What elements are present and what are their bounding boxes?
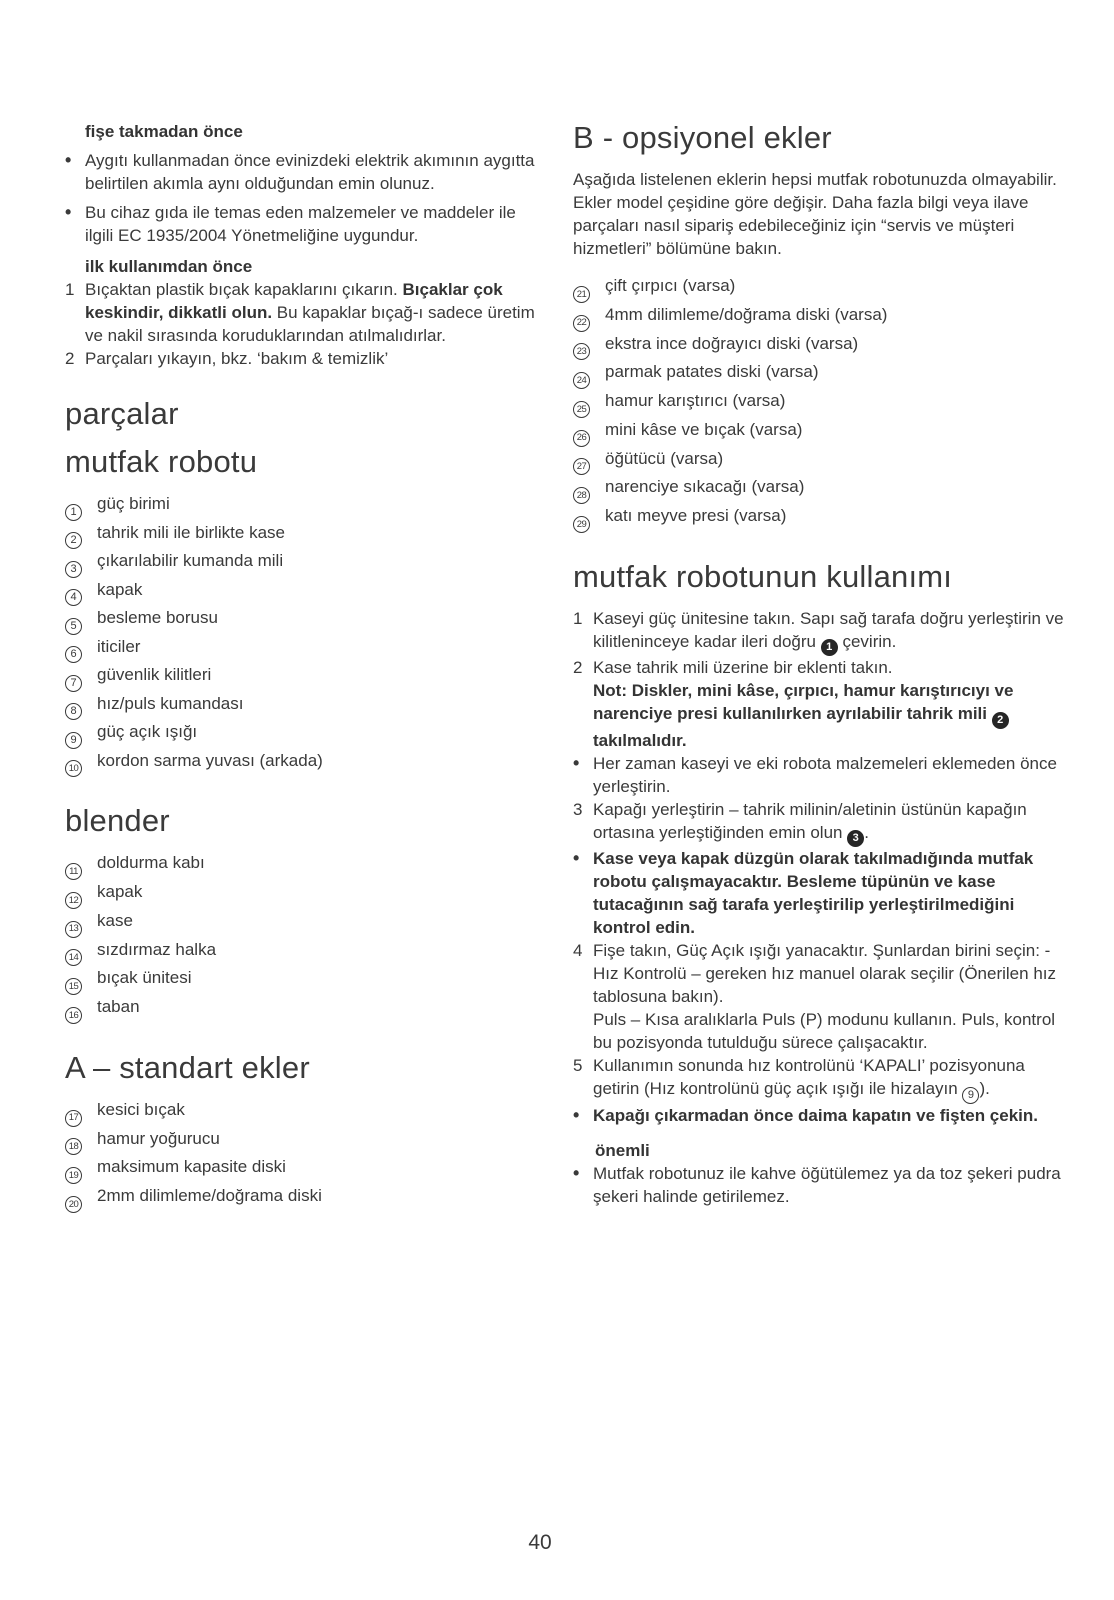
usage-note	[573, 847, 1065, 939]
section-heading-parts: parçalar	[65, 396, 179, 431]
part-item-text: çıkarılabilir kumanda mili	[97, 551, 284, 570]
part-item-text: doldurma kabı	[97, 853, 205, 873]
part-item	[573, 447, 1065, 476]
number-marker: 2	[573, 658, 583, 678]
circled-number: 17	[65, 1098, 97, 1127]
part-item-text: bıçak ünitesi	[97, 968, 192, 988]
inline-circled-number: 9	[962, 1087, 979, 1104]
part-item-text: 4mm dilimleme/doğrama diski (varsa)	[605, 304, 888, 324]
part-item-text: besleme borusu	[97, 608, 218, 627]
circled-number: 29	[573, 504, 605, 533]
part-item	[65, 1098, 541, 1127]
optional-intro-paragraph: Aşağıda listelenen eklerin hepsi mutfak robotunuzda olmayabilir. Ekler model çeşidine göre değişir. Daha fazla bilgi veya ilave parçaları nasıl sipariş edebileceğiniz için “servis ve müşteri hizmetleri” bölümüne bakın.	[573, 170, 1057, 258]
list-item-text: Parçaları yıkayın, bkz. ‘bakım & temizlik’	[85, 349, 389, 368]
circled-number: 19	[65, 1155, 97, 1184]
usage-step	[573, 656, 1065, 752]
part-item-text: maksimum kapasite diski	[97, 1157, 286, 1177]
list-item-text: Aygıtı kullanmadan önce evinizdeki elektrik akımının aygıtta belirtilen akımla aynı olduğundan emin olunuz.	[85, 151, 535, 193]
inline-filled-circled-number: 1	[821, 639, 838, 656]
circled-number: 10	[65, 749, 97, 778]
bullet-marker: •	[573, 1162, 580, 1183]
usage-step	[573, 1054, 1065, 1104]
circled-number: 16	[65, 995, 97, 1024]
part-item	[65, 1184, 541, 1213]
part-item	[65, 1127, 541, 1156]
number-marker: 5	[573, 1056, 583, 1076]
part-item-text: güç açık ışığı	[97, 722, 198, 741]
part-item	[573, 303, 1065, 332]
number-marker: 4	[573, 941, 583, 961]
section-heading-processor: mutfak robotu	[65, 444, 258, 479]
numbered-item	[65, 347, 541, 370]
part-item	[65, 606, 541, 635]
section-heading-optional-attachments: B - opsiyonel ekler	[573, 120, 832, 155]
part-item	[65, 521, 541, 550]
part-item	[65, 549, 541, 578]
section-heading-standard-attachments: A – standart ekler	[65, 1049, 310, 1085]
bullet-marker: •	[573, 848, 580, 869]
part-item	[573, 389, 1065, 418]
step-text: Kaseyi güç ünitesine takın. Sapı sağ tarafa doğru yerleştirin ve kilitleninceye kadar ileri doğru 1 çevirin.	[593, 607, 1065, 657]
part-item	[65, 578, 541, 607]
circled-number: 21	[573, 274, 605, 303]
circled-number: 13	[65, 909, 97, 938]
part-item	[65, 1155, 541, 1184]
note-text: Her zaman kaseyi ve eki robota malzemeleri eklemeden önce yerleştirin.	[593, 753, 1057, 796]
part-item-text: 2mm dilimleme/doğrama diski	[97, 1186, 322, 1205]
part-item-text: öğütücü (varsa)	[605, 448, 724, 468]
part-item	[573, 274, 1065, 303]
circled-number: 15	[65, 966, 97, 995]
number-marker: 1	[573, 608, 583, 628]
part-item-text: tahrik mili ile birlikte kase	[97, 522, 285, 542]
part-item-text: taban	[97, 997, 140, 1016]
page-number: 40	[528, 1531, 552, 1554]
part-item	[573, 504, 1065, 533]
bullet-marker: •	[65, 202, 72, 222]
part-item	[65, 880, 541, 909]
circled-number: 18	[65, 1127, 97, 1156]
circled-number: 1	[65, 492, 97, 521]
part-item-text: ekstra ince doğrayıcı diski (varsa)	[605, 333, 859, 353]
part-item	[65, 995, 541, 1024]
inline-filled-circled-number: 3	[847, 830, 864, 847]
step-text: Kase tahrik mili üzerine bir eklenti takın. Not: Diskler, mini kâse, çırpıcı, hamur karıştırıcıyı ve narenciye presi kullanılırken ayrılabilir tahrik mili 2 takılmalıdır.	[593, 658, 1014, 750]
part-item-text: sızdırmaz halka	[97, 939, 217, 959]
important-item	[573, 1162, 1065, 1208]
circled-number: 28	[573, 475, 605, 504]
subheading-first-use: ilk kullanımdan önce	[85, 257, 253, 276]
list-item	[65, 201, 541, 247]
list-item	[65, 149, 541, 195]
part-item	[65, 909, 541, 938]
part-item	[65, 966, 541, 995]
usage-step	[573, 607, 1065, 657]
part-item	[65, 492, 541, 521]
part-item-text: hamur yoğurucu	[97, 1128, 220, 1148]
numbered-item	[65, 278, 541, 347]
circled-number: 3	[65, 549, 97, 578]
important-item-text: Mutfak robotunuz ile kahve öğütülemez ya da toz şekeri pudra şekeri halinde getirilemez.	[593, 1163, 1061, 1206]
part-item-text: iticiler	[97, 636, 141, 656]
circled-number: 9	[65, 720, 97, 749]
number-marker: 1	[65, 280, 75, 299]
circled-number: 11	[65, 851, 97, 880]
part-item-text: güvenlik kilitleri	[97, 665, 212, 684]
step-text: Kapağı yerleştirin – tahrik milinin/aletinin üstünün kapağın ortasına yerleştiğinden emin olun 3 .	[593, 798, 1065, 848]
step-text: Fişe takın, Güç Açık ışığı yanacaktır. Şunlardan birini seçin: - Hız Kontrolü – gereken hız manuel olarak seçilir (Önerilen hız tablosuna bakın). Puls – Kısa aralıklarla Puls (P) modunu kullanın. Puls, kontrol bu pozisyonda tutulduğu sürece çalışacaktır.	[593, 941, 1056, 1053]
bullet-marker: •	[573, 752, 580, 773]
circled-number: 25	[573, 389, 605, 418]
bullet-marker: •	[573, 1104, 580, 1125]
part-item-text: kapak	[97, 579, 143, 599]
usage-note	[573, 1104, 1065, 1127]
part-item-text: kordon sarma yuvası (arkada)	[97, 750, 323, 770]
number-marker: 3	[573, 799, 583, 819]
part-item-text: güç birimi	[97, 494, 170, 513]
part-item	[573, 332, 1065, 361]
circled-number: 5	[65, 606, 97, 635]
usage-note	[573, 752, 1065, 798]
usage-step	[573, 939, 1065, 1054]
part-item-text: katı meyve presi (varsa)	[605, 506, 787, 525]
part-item	[573, 360, 1065, 389]
number-marker: 2	[65, 349, 75, 368]
circled-number: 27	[573, 447, 605, 476]
circled-number: 23	[573, 332, 605, 361]
part-item	[65, 720, 541, 749]
circled-number: 24	[573, 360, 605, 389]
part-item-text: mini kâse ve bıçak (varsa)	[605, 419, 803, 439]
part-item-text: parmak patates diski (varsa)	[605, 362, 819, 382]
subheading-important: önemli	[595, 1140, 650, 1160]
part-item-text: kesici bıçak	[97, 1099, 185, 1119]
left-column	[65, 120, 541, 1213]
step-text: Kullanımın sonunda hız kontrolünü ‘KAPALI’ pozisyonuna getirin (Hız kontrolünü güç açık ışığı ile hizalayın 9 ).	[593, 1054, 1065, 1104]
part-item	[65, 749, 541, 778]
subheading-before-plug: fişe takmadan önce	[85, 122, 243, 141]
list-item-text: Bu cihaz gıda ile temas eden malzemeler ve maddeler ile ilgili EC 1935/2004 Yönetmeliğine uygundur.	[85, 203, 516, 245]
bullet-marker: •	[65, 150, 72, 170]
circled-number: 14	[65, 938, 97, 967]
part-item	[65, 938, 541, 967]
part-item	[65, 692, 541, 721]
part-item-text: kase	[97, 910, 133, 930]
right-column	[573, 120, 1065, 1213]
list-item-text: Bıçaktan plastik bıçak kapaklarını çıkarın. Bıçaklar çok keskindir, dikkatli olun. Bu kapaklar bıçağ-ı sadece üretim ve nakil sırasında koruduklarından atılmalıdırlar.	[85, 280, 535, 345]
circled-number: 2	[65, 521, 97, 550]
inline-filled-circled-number: 2	[992, 712, 1009, 729]
circled-number: 22	[573, 303, 605, 332]
note-text: Kase veya kapak düzgün olarak takılmadığında mutfak robotu çalışmayacaktır. Besleme tüpünün ve kase tutacağının sağ tarafa yerleştirilip yerleştirilmediğini kontrol edin.	[593, 849, 1034, 938]
part-item	[65, 635, 541, 664]
part-item	[65, 663, 541, 692]
page-content	[65, 120, 1065, 1213]
circled-number: 7	[65, 663, 97, 692]
circled-number: 20	[65, 1184, 97, 1213]
circled-number: 4	[65, 578, 97, 607]
circled-number: 12	[65, 880, 97, 909]
part-item	[65, 851, 541, 880]
part-item	[573, 418, 1065, 447]
section-heading-usage: mutfak robotunun kullanımı	[573, 558, 953, 594]
part-item-text: kapak	[97, 882, 143, 901]
circled-number: 6	[65, 635, 97, 664]
part-item-text: narenciye sıkacağı (varsa)	[605, 477, 805, 497]
note-text: Kapağı çıkarmadan önce daima kapatın ve fişten çekin.	[593, 1105, 1039, 1125]
section-heading-blender: blender	[65, 803, 170, 839]
part-item-text: hız/puls kumandası	[97, 693, 244, 713]
part-item-text: çift çırpıcı (varsa)	[605, 276, 736, 295]
part-item-text: hamur karıştırıcı (varsa)	[605, 391, 786, 410]
usage-step	[573, 798, 1065, 848]
circled-number: 26	[573, 418, 605, 447]
circled-number: 8	[65, 692, 97, 721]
part-item	[573, 475, 1065, 504]
